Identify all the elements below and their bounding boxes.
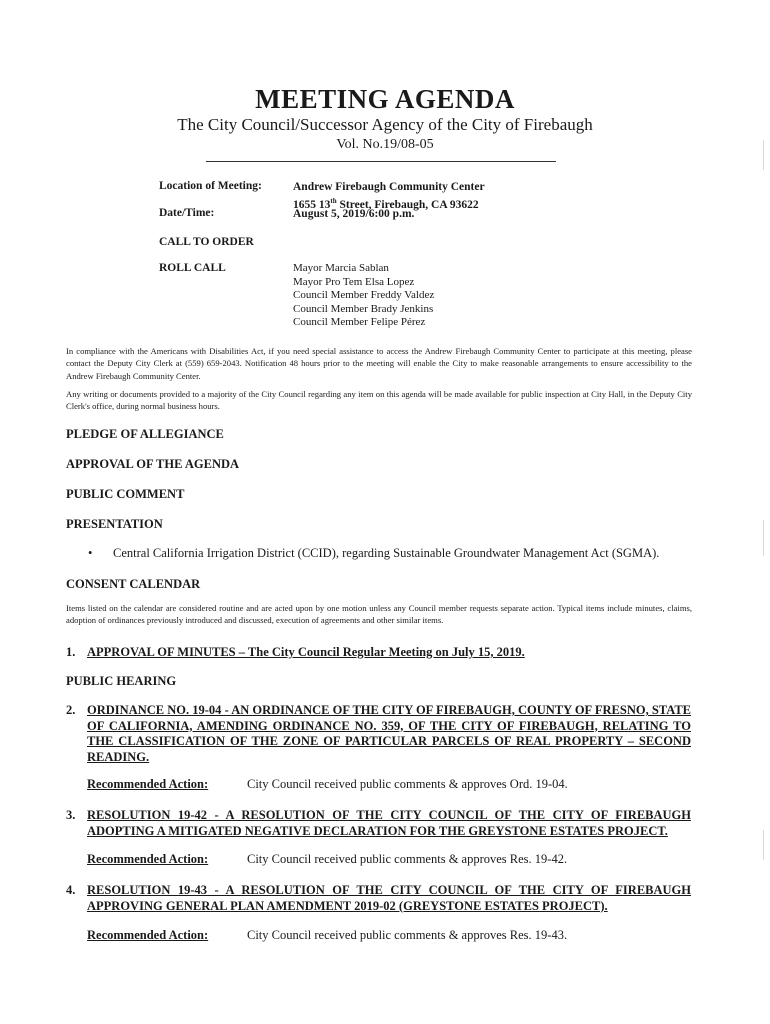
roll-call-label: ROLL CALL: [159, 262, 226, 274]
item-number: 2.: [66, 703, 76, 717]
section-approval-agenda: APPROVAL OF THE AGENDA: [66, 457, 240, 471]
roll-call-member: Council Member Freddy Valdez: [293, 289, 435, 302]
roll-call-member: Council Member Brady Jenkins: [293, 302, 434, 315]
location-street-number: 1655 13: [293, 198, 331, 211]
datetime-value: August 5, 2019/6:00 p.m.: [293, 208, 415, 220]
recommended-action-label: Recommended Action:: [87, 852, 209, 866]
consent-note: Items listed on the calendar are considered routine and are acted upon by one motion unless any Council member requests separate action. Typical items include minutes, claims, adoption of ordinances previously introduced and discussed, execution of agreements and other similar items.: [66, 603, 692, 626]
volume-number: Vol. No.19/08-05: [336, 137, 434, 152]
call-to-order: CALL TO ORDER: [159, 236, 254, 248]
location-street-rest: Street, Firebaugh, CA 93622: [336, 198, 479, 211]
scan-edge-mark: [763, 830, 764, 860]
scan-edge-mark: [763, 520, 764, 556]
item-title: APPROVAL OF MINUTES – The City Council Regular Meeting on July 15, 2019.: [87, 645, 525, 659]
recommended-action-label: Recommended Action:: [87, 928, 209, 942]
section-public-hearing: PUBLIC HEARING: [66, 674, 177, 688]
recommended-action: City Council received public comments & approves Res. 19-42.: [247, 852, 568, 866]
datetime-label: Date/Time:: [159, 207, 215, 219]
page-title: MEETING AGENDA: [255, 84, 515, 114]
section-pledge: PLEDGE OF ALLEGIANCE: [66, 427, 224, 441]
title-divider: [206, 161, 556, 162]
roll-call-list: [293, 262, 434, 330]
scan-edge-mark: [763, 140, 764, 170]
location-line-1: Andrew Firebaugh Community Center: [293, 181, 485, 193]
roll-call-member: Council Member Felipe Pérez: [293, 316, 426, 329]
location-street-suffix: th: [330, 197, 337, 205]
item-title: RESOLUTION 19-42 - A RESOLUTION OF THE CITY COUNCIL OF THE CITY OF FIREBAUGH ADOPTING A MITIGATED NEGATIVE DECLARATION FOR THE GREYSTONE ESTATES PROJECT.: [87, 808, 691, 838]
roll-call-member: Mayor Marcia Sablan: [293, 262, 389, 274]
public-records-notice: Any writing or documents provided to a majority of the City Council regarding any item on this agenda will be made available for public inspection at City Hall, in the Deputy City Clerk's office, during normal business hours.: [66, 389, 692, 412]
item-number: 3.: [66, 808, 76, 822]
section-presentation: PRESENTATION: [66, 517, 163, 531]
bullet-marker: •: [88, 546, 93, 560]
roll-call-member: Mayor Pro Tem Elsa Lopez: [293, 275, 415, 288]
location-label: Location of Meeting:: [159, 180, 262, 192]
item-title: ORDINANCE NO. 19-04 - AN ORDINANCE OF THE CITY OF FIREBAUGH, COUNTY OF FRESNO, STATE OF CALIFORNIA, AMENDING ORDINANCE NO. 359, OF THE CITY OF FIREBAUGH, RELATING TO THE CLASSIFICATION OF THE ZONE OF PARTICULAR PARCELS OF REAL PROPERTY – SECOND READING.: [87, 703, 691, 764]
recommended-action: City Council received public comments & approves Res. 19-43.: [247, 928, 568, 942]
section-consent-calendar: CONSENT CALENDAR: [66, 577, 201, 591]
page-subtitle: The City Council/Successor Agency of the City of Firebaugh: [177, 115, 593, 134]
recommended-action: City Council received public comments & approves Ord. 19-04.: [247, 777, 568, 791]
ada-notice: In compliance with the Americans with Disabilities Act, if you need special assistance to access the Andrew Firebaugh Community Center to participate at this meeting, please contact the Deputy City Clerk at (559) 659-2043. Notification 48 hours prior to the meeting will enable the City to make reasonable arrangements to ensure accessibility to the Andrew Firebaugh Community Center.: [66, 346, 692, 381]
item-title: RESOLUTION 19-43 - A RESOLUTION OF THE CITY COUNCIL OF THE CITY OF FIREBAUGH APPROVING GENERAL PLAN AMENDMENT 2019-02 (GREYSTONE ESTATES PROJECT).: [87, 883, 691, 913]
section-public-comment: PUBLIC COMMENT: [66, 487, 185, 501]
presentation-item: Central California Irrigation District (CCID), regarding Sustainable Groundwater Management Act (SGMA).: [113, 546, 660, 560]
item-number: 1.: [66, 645, 76, 659]
recommended-action-label: Recommended Action:: [87, 777, 209, 791]
item-number: 4.: [66, 883, 76, 897]
